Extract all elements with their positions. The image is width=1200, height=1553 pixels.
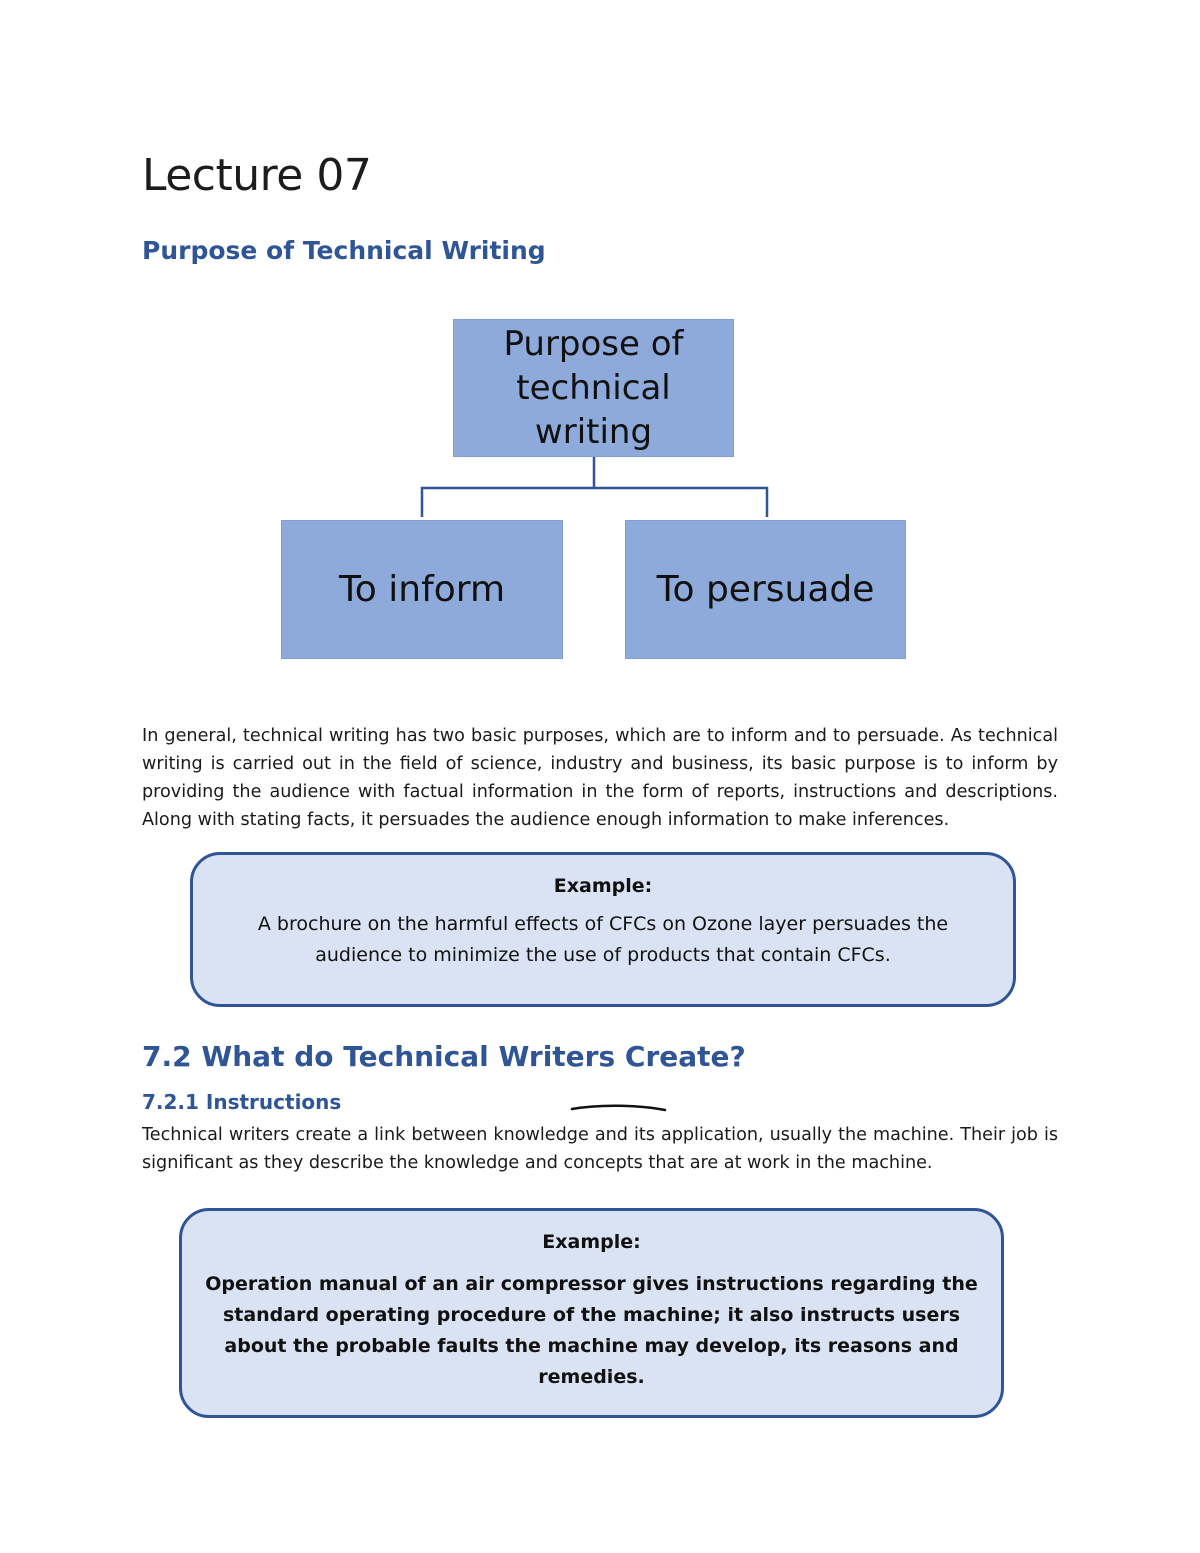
diagram-persuade-label: To persuade [656, 569, 875, 610]
example-label: Example: [542, 1231, 641, 1253]
example-callout-2 [179, 1208, 1004, 1418]
section-heading: 7.2 What do Technical Writers Create? [142, 1040, 746, 1073]
intro-paragraph: In general, technical writing has two basic purposes, which are to inform and to persuade. As technical writing is carried out in the field of science, industry and business, its basic purpose is to inform by providing the audience with factual information in the form of reports, instructions and descriptions. Along with stating facts, it persuades the audience enough information to make inferences. [142, 726, 1058, 830]
page-title: Lecture 07 [142, 150, 372, 201]
instructions-paragraph: Technical writers create a link between knowledge and its application, usually the machine. Their job is significant as they describe the knowledge and concepts that are at work in the machine. [142, 1125, 1058, 1173]
diagram-root-label: Purpose of technical writing [503, 323, 684, 453]
example-label: Example: [553, 875, 653, 897]
example-text: Operation manual of an air compressor gives instructions regarding the standard operating procedure of the machine; it also instructs users about the probable faults the machine may develop, its reasons and remedies. [205, 1273, 978, 1388]
diagram-inform-label: To inform [338, 569, 506, 610]
example-text: A brochure on the harmful effects of CFCs on Ozone layer persuades the audience to minimize the use of products that contain CFCs. [257, 913, 949, 966]
subsection-heading: 7.2.1 Instructions [142, 1090, 342, 1114]
section-subtitle: Purpose of Technical Writing [142, 236, 546, 265]
